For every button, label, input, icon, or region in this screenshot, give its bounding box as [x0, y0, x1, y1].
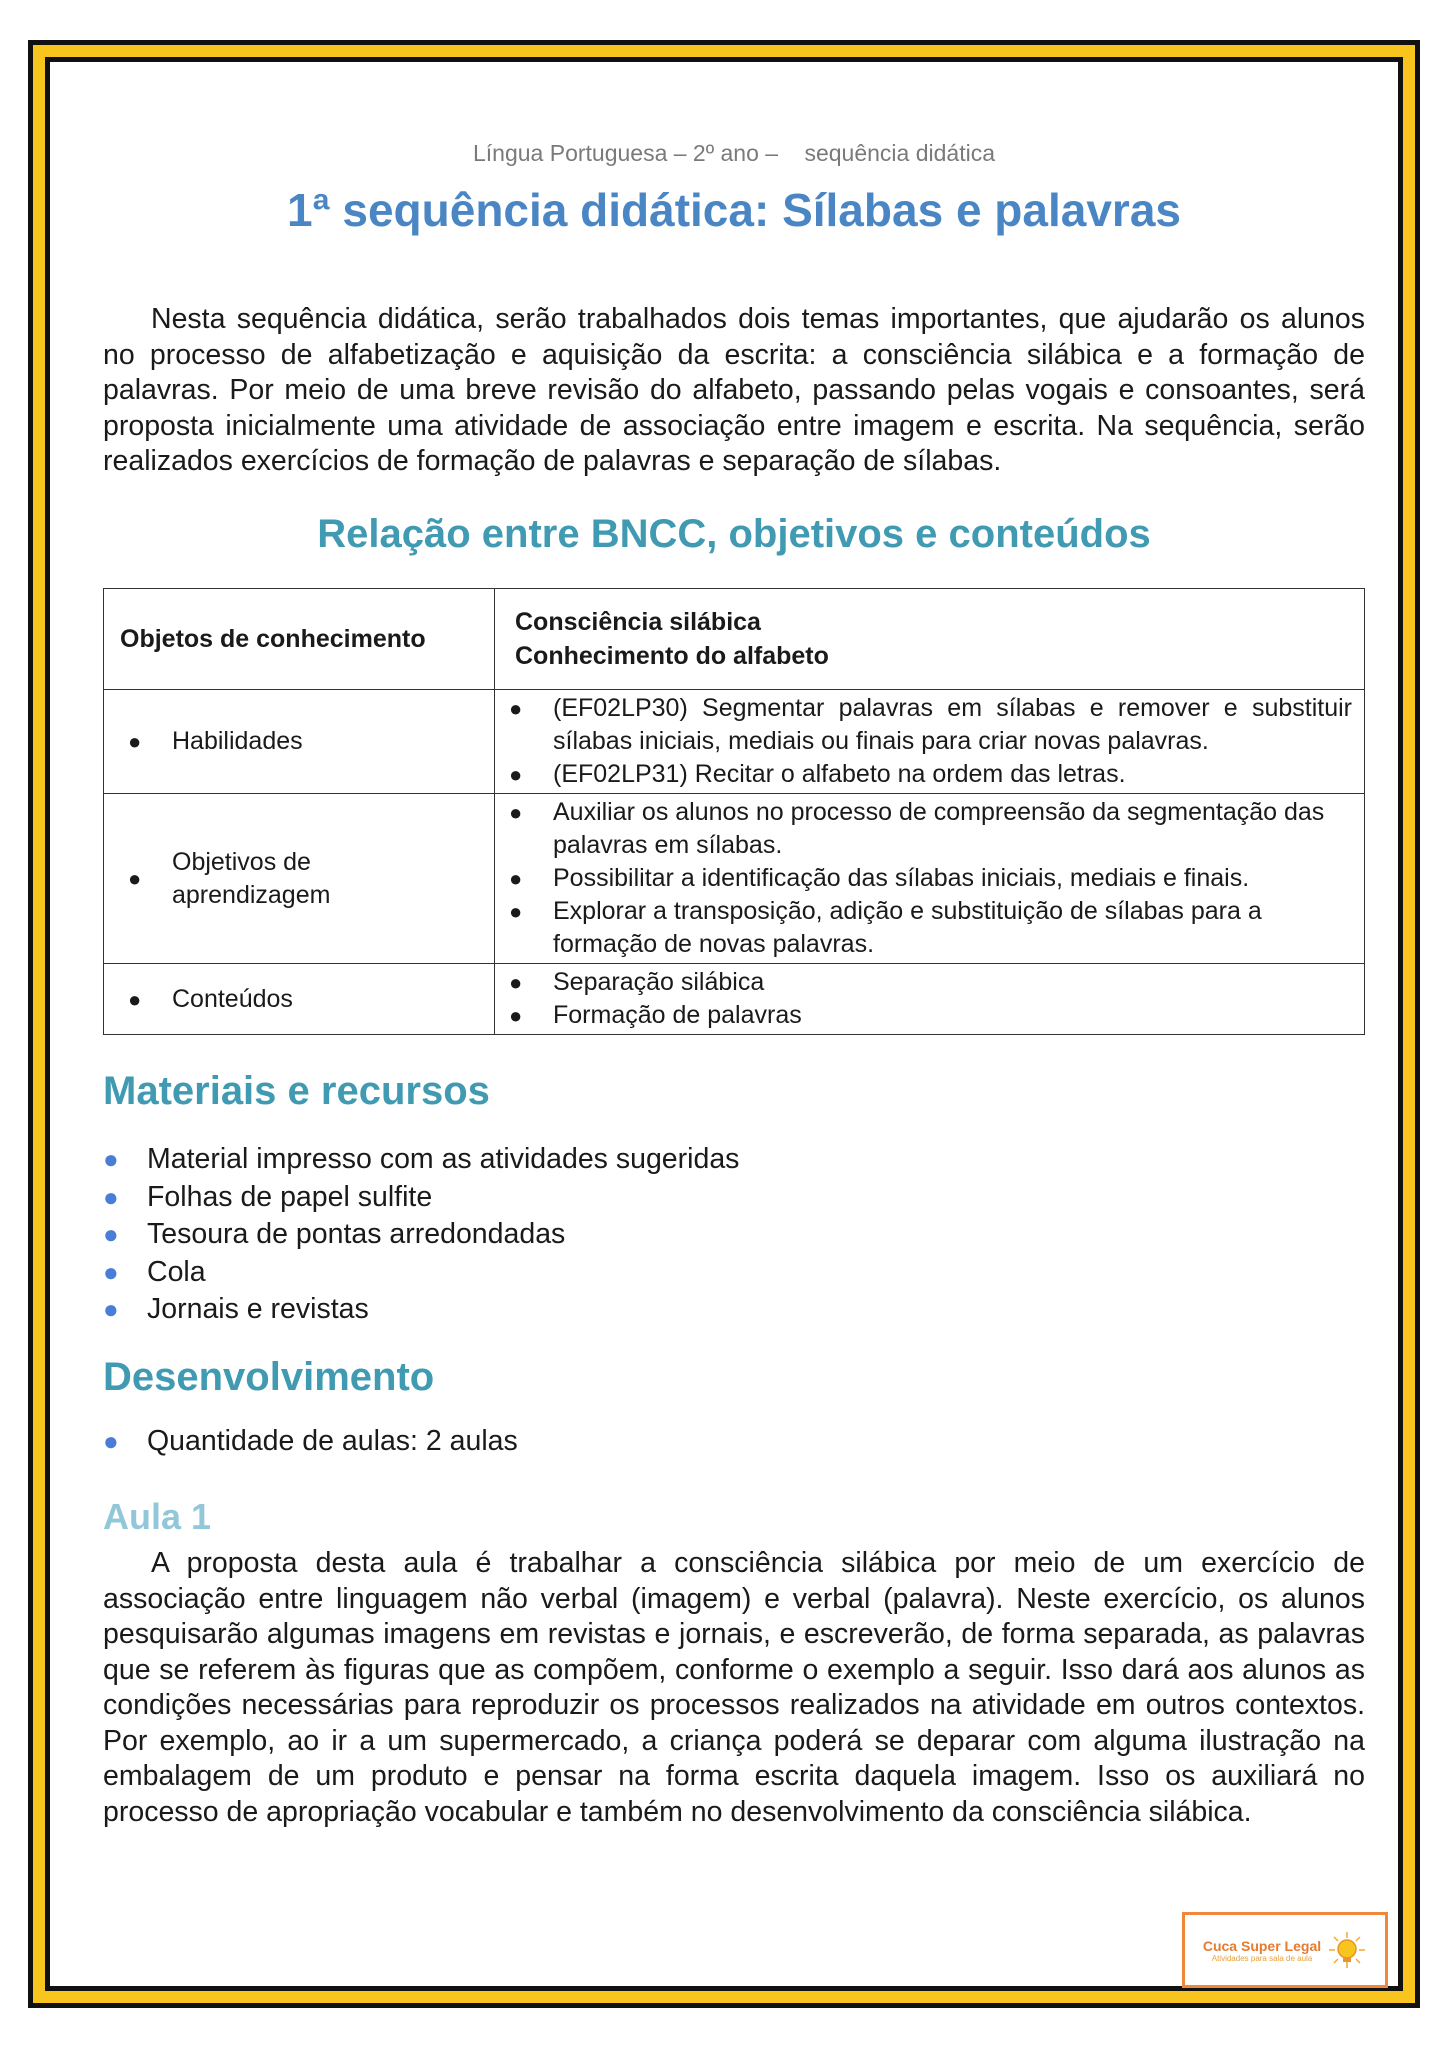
logo-name: Cuca Super Legal [1202, 1937, 1322, 1954]
bullet-icon: ● [509, 1003, 523, 1028]
table-header-row [104, 589, 1365, 690]
aula-1-paragraph: A proposta desta aula é trabalhar a consciência silábica por meio de um exercício de associação entre linguagem não verbal (imagem) e verbal (palavra). Neste exercício, os alunos pesquisarão algumas imagens em revistas e jornais, e escreverão, de forma separada, as palavras que se referem às figuras que as compõem, conforme o exemplo a seguir. Isso dará aos alunos as condições necessárias para reproduzir os processos realizados na atividade em outros contextos. Por exemplo, ao ir a um supermercado, a criança poderá se deparar com alguma ilustração na embalagem de um produto e pensar na forma escrita daquela imagem. Isso os auxiliará no processo de apropriação vocabular e também no desenvolvimento da consciência silábica. [103, 1547, 1365, 1828]
table-row [104, 690, 1365, 794]
row-label-cell [104, 794, 495, 964]
logo-tagline: Atividades para sala de aula [1211, 1953, 1313, 1963]
aula-1-title: Aula 1 [103, 1496, 212, 1537]
list-item: ● Folhas de papel sulfite [103, 1179, 1365, 1217]
bullet-icon: ● [509, 762, 523, 787]
list-item: ● Tesoura de pontas arredondadas [103, 1216, 1365, 1254]
list-item: ● Quantidade de aulas: 2 aulas [103, 1423, 1365, 1461]
bullet-icon: ● [509, 970, 523, 995]
lightbulb-icon [1327, 1930, 1367, 1970]
bullet-icon: ● [103, 1294, 119, 1324]
intro-paragraph: Nesta sequência didática, serão trabalhados dois temas importantes, que ajudarão os alunos no processo de alfabetização e aquisição da escrita: a consciência silábica e a formação de palavras. Por meio de uma breve revisão do alfabeto, passando pelas vogais e consoantes, será proposta inicialmente uma atividade de associação entre imagem e escrita. Na sequência, serão realizados exercícios de formação de palavras e separação de sílabas. [103, 303, 1365, 477]
bullet-icon: ● [128, 866, 142, 891]
bullet-icon: ● [103, 1219, 119, 1249]
head-right-line: Consciência silábica [515, 608, 761, 636]
list-item: ● Cola [103, 1254, 1365, 1292]
bullet-icon: ● [509, 866, 523, 891]
document-page [103, 140, 1365, 1859]
list-item: ● Auxiliar os alunos no processo de compreensão da segmentação das palavras em sílabas. [509, 796, 1352, 862]
bullet-icon: ● [103, 1425, 119, 1456]
brand-logo [1182, 1912, 1388, 1988]
list-item: ● (EF02LP31) Recitar o alfabeto na ordem das letras. [509, 758, 1352, 791]
materials-section-title: Materiais e recursos [103, 1069, 490, 1113]
bullet-icon: ● [509, 800, 523, 825]
row-label-cell [104, 964, 495, 1035]
head-right-line: Conhecimento do alfabeto [515, 642, 829, 670]
list-item: ● (EF02LP30) Segmentar palavras em sílabas e remover e substituir sílabas iniciais, mediais ou finais para criar novas palavras. [509, 692, 1352, 758]
bullet-icon: ● [103, 1256, 119, 1287]
bullet-icon: ● [103, 1181, 119, 1212]
list-item: ● Separação silábica [509, 966, 1352, 999]
row-label: Habilidades [172, 727, 303, 755]
row-label-cell [104, 690, 495, 794]
materials-list [103, 1141, 1365, 1329]
bullet-icon: ● [509, 899, 523, 924]
bullet-icon: ● [103, 1144, 119, 1174]
row-label: Conteúdos [172, 984, 293, 1013]
list-item: ● Possibilitar a identificação das sílabas iniciais, mediais e finais. [509, 862, 1352, 895]
row-label: Objetivos de aprendizagem [172, 847, 331, 909]
table-head-right [495, 589, 1365, 690]
row-items-cell [495, 964, 1365, 1035]
table-row [104, 964, 1365, 1035]
subheader [103, 140, 1365, 174]
bncc-section-title: Relação entre BNCC, objetivos e conteúdos [317, 512, 1151, 556]
type-label: sequência didática [804, 140, 995, 166]
bncc-table [103, 588, 1365, 1035]
table-row [104, 794, 1365, 964]
logo-text [1203, 1938, 1321, 1963]
table-head-left: Objetos de conhecimento [104, 589, 495, 690]
bullet-icon: ● [128, 986, 142, 1012]
list-item: ● Formação de palavras [509, 999, 1352, 1032]
page-title: 1ª sequência didática: Sílabas e palavras [286, 184, 1181, 236]
development-list [103, 1423, 1365, 1461]
list-item: ● Jornais e revistas [103, 1291, 1365, 1329]
row-items-cell [495, 690, 1365, 794]
list-item: ● Material impresso com as atividades sugeridas [103, 1141, 1365, 1179]
list-item: ● Explorar a transposição, adição e substituição de sílabas para a formação de novas palavras. [509, 895, 1352, 961]
bullet-icon: ● [128, 729, 142, 754]
row-items-cell [495, 794, 1365, 964]
subject-label: Língua Portuguesa – 2º ano – [472, 140, 779, 166]
development-section-title: Desenvolvimento [103, 1354, 435, 1399]
bullet-icon: ● [509, 696, 523, 721]
